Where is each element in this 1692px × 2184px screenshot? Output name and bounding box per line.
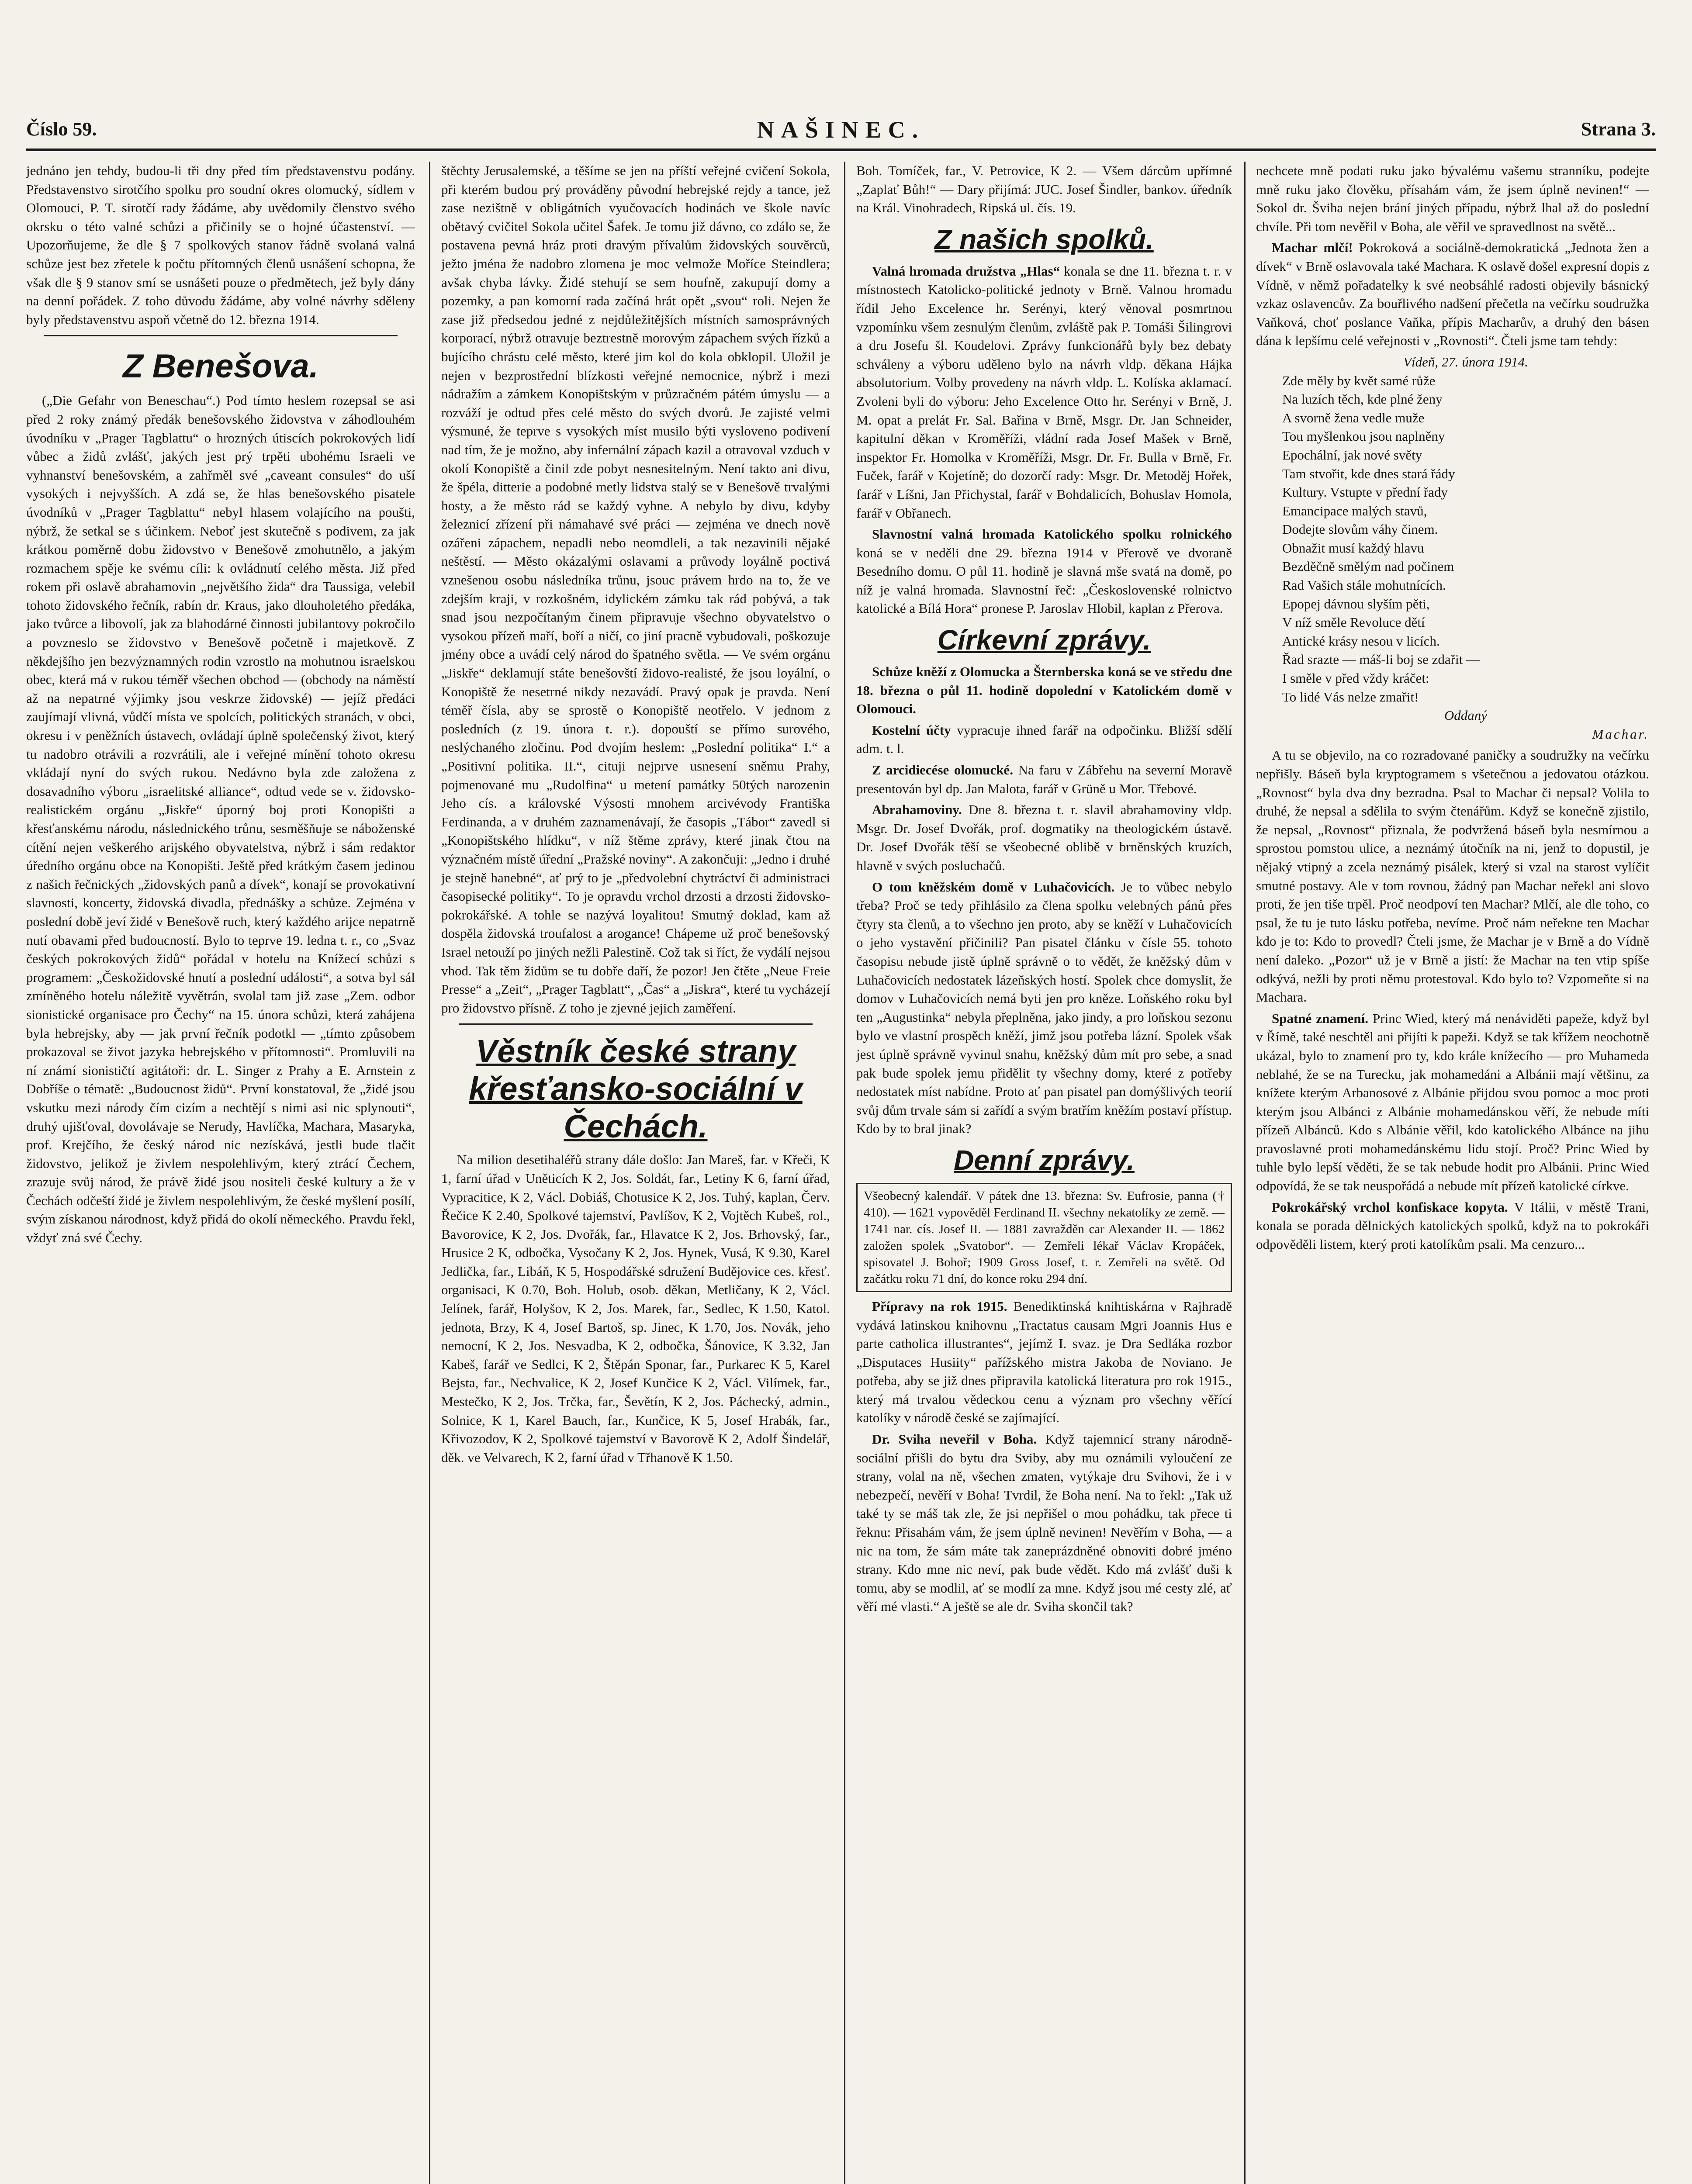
poem-line: Dodejte slovům váhy činem.: [1282, 522, 1438, 537]
issue-number: Číslo 59.: [26, 118, 97, 140]
page-number: Strana 3.: [1581, 118, 1656, 140]
news-item-text: vypracuje ihned farář na odpočinku. Bližší sdělí adm. t. l.: [856, 722, 1232, 757]
news-item-title: Pokrokářský vrchol konfiskace kopyta.: [1272, 1199, 1508, 1215]
article-text: („Die Gefahr von Beneschau“.) Pod tímto heslem rozepsal se asi před 2 roky známý předák benešovského židovstva v záhodlouhém úvodníku v „Prager Tagblattu“ o hrozných útiscích pokrokových lidí vůbec a židů zvlášť, jakých jest prý trpěti ubohému Israeli ve vyhnanství benešovském, a zahřměl své „caveant consules“ do uší vysokých i nejvyšších. A zdá se, že hlas benešovského pisatele úvodníků v „Prager Tagblattu“ nebyl hlasem volajícího na poušti, nýbrž, že setkal se s účinkem. Neboť jest skutečně s podivem, za jak krátkou poměrně dobu židovstvo v Benešově zmohutnělo, a jakým rozmachem spěje ke svému cíli: k ovládnutí celého města. Již před rokem při oslavě abrahamovin „největšího žida“ dra Taussiga, velebil tohoto židovského řečník, rabín dr. Kraus, jako dlouholetého předáka, jako tvůrce a libovolí, jak za blahodárné činnosti jubilantovy pokročilo a povzneslo se židovstvo v Benešově početně i majetkově. Z někdejšího jen bezvýznamných rodin vzrostlo na mohutnou israelskou obec, která má v rukou téměř všechen obchod — (obchody na náměstí až na nepatrné výjimky jsou veskrze židovské) — jejíž předáci zaujímají vlivná, vůdčí místa ve spolcích, politických stranách, v obci, okresu i v peněžních ústavech, ovládají úplně společenský život, který tu nadobro otrávili a rozvrátili, ale i veřejné mínění tohoto okresu vkládají nyní do svých rukou. Nedávno byla zde založena z dosavadního výboru „israelitské alliance“, odtud vede se v. židovsko-realistickém orgánu „Jiskře“ úporný boj proti Konopišti a křesťanskému národu, následnického trůnu, sesměšňuje se náboženské cítění nejen veškerého arijského obyvatelstva, nýbrž i sám redaktor úředního orgánu obce na Konopišti. Ještě před krátkým časem jedinou z našich řečnických „židovských panů a dívek“, konají se provokativní slavnosti, koncerty, židovská divadla, přednášky a schůze. Zejména v poslední době jeví židé v Benešově ruch, který každého arijce nepatrně nutí obavami před budoucností. Bylo to teprve 19. ledna t. r., co „Svaz českých pokrokových židů“ pořádal v hotelu na Knížecí schůzi s programem: „Českožidovské hnutí a poslední události“, a sotva byl sál zmíněného hotelu náležitě vyvětrán, svolal tam již zase „Zem. odbor sionistické organisace pro Čechy“ na 15. února schůzi, která zahájena byla hebrejsky, aby — jak první řečník podotkl — „tímto způsobem prokazoval se život jazyka hebrejského v přítomnosti“. Promluvili na ní známí sionističtí agitátoři: dr. L. Singer z Prahy a E. Arnstein z Dobříše o tématě: „Budoucnost židů“. První konstatoval, že „židé jsou vskutku mezi národy čím cizím a nechtějí s nimi asi nic splynouti“, druhý ujišťoval, dovolávaje se Nerudy, Havlíčka, Machara, Masaryka, prof. Krejčího, že český národ nic nezískává, jestli bude tlačit židovstvo, jelikož je živlem nespolehlivým, který ztrácí Čechem, zrazuje svůj národ, že právě židé jsou nositeli české kultury a že v Čechách odčeští židé je živlem nespolehlivým, že české myšlení posílí, svým získanou národnost, když přidá do okolí německého. Pravdu řekl, vždyť zná své Čechy.: [26, 393, 415, 1246]
poem-line: A svorně žena vedle muže: [1282, 410, 1425, 425]
newspaper-title: NAŠINEC.: [757, 117, 925, 143]
news-item-text: koná se ve středu dne 18. března o půl 11. hodině dopolední v Katolickém domě v Olomouci.: [856, 664, 1232, 717]
news-item-text: koná se v neděli dne 29. března 1914 v Přerově ve dvoraně Besedního domu. O půl 11. hodině je slavná mše svatá na domě, po níž je valná hromada. Slavnostní řeč: „Československé rolnictvo katolické a Bílá Hora“ pronese P. Jaroslav Hlobil, kaplan z Přerova.: [856, 545, 1232, 616]
news-item-text: Na faru v Zábřehu na severní Moravě presentován byl dp. Jan Malota, farář v Grüně u Mor. Třebové.: [856, 762, 1232, 796]
news-item-title: Dr. Sviha neveřil v Boha.: [872, 1431, 1037, 1447]
poem-line: Kultury. Vstupte v přední řady: [1282, 484, 1448, 500]
poem-line: V níž směle Revoluce dětí: [1282, 615, 1425, 630]
news-item-text: Je to vůbec nebylo třeba? Proč se tedy přihlásilo za člena spolku velebných pánů přes čtyry sta členů, a to všechno jen proto, aby se kněží v Luhačovicích o jeho vystavění přičinili? Pan pisatel článku v čísle 55. tohoto časopisu nebude jistě úplně správně o to vědět, že kněžský dům v Luhačovicích nedostatek lázeňských hostí. Spolek chce domyslit, že domov v Luhačovicích nemá byti jen pro kněze. Loňského roku byl ten „Augustinka“ nebyla přeplněna, jako jindy, a pro loňskou sezonu bylo ve vlastní prospěch kněží, jimž jsou potřeba lázní. Spolek však jest úplně správně vyvinul snahu, kněžský dům mít pro sebe, a snad pak bude spolek jemu přidělit ty všechny domy, které z potřeby nedostatek míst nabídne. Proto ať pan pisatel pan domýšlivých teorií svůj dům trvale sám si zařídí a svým bratřím kněžím postaví přístup. Kdo by to bral jinak?: [856, 879, 1232, 1137]
calendar-box: Všeobecný kalendář. V pátek dne 13. března: Sv. Eufrosie, panna († 410). — 1621 vypověděl Ferdinand II. všechny nekatolíky ze země. — 1741 nar. cís. Josef II. — 1881 zavražděn car Alexander II. — 1862 založen spolek „Svatobor“. — Zemřeli lékař Václav Kropáček, spisovatel J. Bohoř; 1909 Gross Josef, t. r. Zemřeli na světě. Od začátku roku 71 dní, do konce roku 294 dní.: [856, 1183, 1232, 1292]
column-rule: [1244, 162, 1246, 2184]
article-continuation: jednáno jen tehdy, budou-li tři dny před tím představenstvu podány. Představenstvo sirotčího spolku pro soudní okres olomucký, sídlem v Olomouci, P. T. sirotčí rady žádáme, aby uvědomily členstvo svého okrsku o této valné schůzi a přičinily se o hojné účastenství. — Upozorňujeme, že dle § 7 spolkových stanov řádně svolaná valná schůze jest bez zřetele k počtu přítomných členů usnášení schopna, že však dle § 9 stanov smí se usnášeti pouze o předmětech, jež byly dány na denní pořádek. Z toho důvodu žádáme, aby volné návrhy sděleny byly představenstvu aspoň včetně do 12. března 1914.: [26, 163, 415, 327]
news-item-title: Přípravy na rok 1915.: [872, 1298, 1007, 1314]
poem-line: Zde měly by květ samé růže: [1282, 373, 1436, 388]
news-item-text: Když tajemnicí strany národně-sociální přišli do bytu dra Sviby, aby mu oznámili vyloučení ze strany, volal na ně, všechen zmaten, vytýkaje dru Svihovi, že i v nebezpečí, nevěří v Boha! Tvrdil, že Boha není. Na to řekl: „Tak už také ty se máš tak zle, že jsi nepřišel o mou pohádku, tak přece ti řeknu: Přisahám vám, že jsem úplně nevinen! Nevěřím v Boha, — a nic na tom, že sám máte tak zaneprázdněné obnoviti dobré jméno strany. Kdo mne nic neví, pak bude vědět. Kdo má zvlášť duši k tomu, aby se modlil, ať se modlí za mne. Když jsou mé cesty zlé, ať věří mé vlasti.“ A ještě se ale dr. Sviha skončil tak?: [856, 1431, 1232, 1614]
divider: [459, 1023, 813, 1028]
column-1: [26, 162, 415, 2184]
article-text: Na milion desetihaléřů strany dále došlo: Jan Mareš, far. v Křeči, K 1, farní úřad v Uněticích K 2, Jos. Soldát, far., Letiny K 6, farní úřad, Vypracitice, K 2, Václ. Dobiáš, Chotusice K 2, Jos. Tuhý, kaplan, Červ. Řečice K 2.40, Spolkové tajemství, Pavlíšov, K 2, Vojtěch Kubeš, rol., Bavorovice, K 2, Jos. Dvořák, far., Hlavatce K 2, Jos. Brhovský, far., Hrusice 2 K, odbočka, Vysočany K 2, Jos. Hynek, Vusá, K 9.30, Karel Jedlička, far., Libáň, K 5, Hospodářské sdružení Budějovice ces. křesť. organisaci, K 0.70, Boh. Holub, osob. děkan, Metličany, K 2, Václ. Jelínek, farář, Holyšov, K 2, Jos. Marek, far., Sedlec, K 1.50, Katol. jednota, Brzy, K 4, Josef Bartoš, sp. Jinec, K 1.70, Jos. Novák, jeho nemocní, K 2, Jos. Nesvadba, K 2, odbočka, Šánovice, K 3.32, Jan Kabeš, farář ve Sedlci, K 2, Štěpán Sponar, far., Purkarec K 5, Karel Bejsta, far., Nechvalice, K 2, Josef Kunčice K 2, Václ. Vilímek, far., Mestečko, K 2, Jos. Trčka, far., Ševětín, K 2, Jos. Páchecký, admin., Solnice, K 1, Karel Bauch, far., Kunčice, K 5, Josef Hrabák, far., Křivozodov, K 2, Spolkové tajemství v Bavorově K 2, Adolf Šindelář, děk. ve Velvarech, K 2, farní úřad v Třhanově K 1.50.: [441, 1152, 830, 1465]
news-item: [856, 525, 1232, 618]
news-item-title: Schůze kněží z Olomucka a Šternberska: [872, 664, 1104, 680]
news-item-title: O tom kněžském domě v Luhačovicích.: [872, 879, 1115, 895]
news-item-title: Z arcidiecése olomucké.: [872, 762, 1014, 778]
news-item: [856, 801, 1232, 875]
divider: [44, 335, 398, 340]
column-2: [441, 162, 830, 2184]
news-item: [856, 878, 1232, 1138]
poem-line: Obnažit musí každý hlavu: [1282, 540, 1424, 556]
article-continuation: nechcete mně podati ruku jako bývalému vašemu stranníku, podejte mně ruku jako člověku, přísahám vám, že jsem úplně nevinen!“ — Sokol dr. Šviha nejen brání jiných případu, nýbrž lhal až do poslední chvíle. Při tom nevěřil v Boha, ale věřil ve spravedlnost na světě...: [1256, 163, 1649, 234]
news-item: [856, 721, 1232, 758]
poem-line: Emancipace malých stavů,: [1282, 503, 1427, 518]
section-heading-cirkevni: Církevní zprávy.: [937, 624, 1151, 656]
poem-line: Epopej dávnou slyším pěti,: [1282, 596, 1430, 612]
section-heading-vestnik: Věstník české strany křesťansko-sociální v Čechách.: [469, 1033, 803, 1145]
news-item-text: Princ Wied, který má nenáviděti papeže, když byl v Římě, také neschtěl ani přijíti k papeži. Když se tak křížem neochotně ukázal, bylo to znamení pro ty, kdo krále knížecího — pro Muhameda neblahé, že se na Turecku, jak mohamedáni a Albánii mají většinu, za knížete kterým Arbanosové z Albánie přijdou svou pomoc a moc proti kterým jsou Albánci z Albánie mohamedánskou věří, že nebude míti přízeň Albánců. Kdo s Albánie věřil, kdo katolického Albánce na jihu pravoslavné proti mohamedánskému lidu stojí. Proč? Princ Wied by tuhle bylo lepší věděti, že se tak nebude hodit pro Albánii. Princ Wied odpovídá, že se tak neuspořádá a nebude mít přízeň katolické církve.: [1256, 1010, 1649, 1194]
column-3: [856, 162, 1232, 2184]
news-item-title: Abrahamoviny.: [872, 802, 962, 818]
news-item-text: V Itálii, v městě Trani, konala se porada dělnických katolických spolků, když na to pokrokáři odpověděli listem, který proti katolíkům psali. Ma cenzuro...: [1256, 1199, 1649, 1252]
column-rule: [429, 162, 430, 2184]
section-heading-benesov: Z Benešova.: [123, 348, 318, 385]
poem-signature: Oddaný: [1444, 708, 1488, 723]
poem-line: Tou myšlenkou jsou naplněny: [1282, 429, 1445, 444]
news-item: [856, 761, 1232, 798]
news-item-title: Kostelní účty: [872, 722, 951, 738]
poem-line: Epochální, jak nové světy: [1282, 447, 1422, 463]
section-heading-denni: Denní zprávy.: [954, 1144, 1135, 1176]
news-item: [856, 262, 1232, 522]
poem-line: Řad srazte — máš-li boj se zdařit —: [1282, 652, 1480, 667]
masthead: [26, 118, 1656, 151]
news-item-title: Machar mlčí!: [1272, 240, 1353, 256]
poem: [1256, 353, 1649, 725]
news-item: [1256, 1009, 1649, 1196]
news-item-text: Pokroková a sociálně-demokratická „Jednota žen a dívek“ v Brně oslavovala také Machara. K oslavě došel expresní dopis z Vídně, v němž pořadatelky k své neobsáhlé radosti objevily básnický vzkaz oslavencův. Za bouřlivého nadšení přečetla na večírku soudružka Vaňková, choť poslance Vaňka, přípis Macharův, a druhý den básen dána k lepšímu celé veřejnosti v „Rovnosti“. Čteli jsme tam tehdy:: [1256, 240, 1649, 349]
article-text: A tu se objevilo, na co rozradované paničky a soudružky na večírku nepřišly. Báseň byla kryptogramem s všetečnou a jedovatou otázkou. „Rovnost“ byla dva dny bezradna. Psal to Machar či nepsal? Volila to druhé, že nepsal a sdělila to svým čtenářům. Když se konečně zjistilo, že nepsal, „Rovnost“ přiznala, že podvržená báseň byla nesmírnou a sprostou pomstou ulice, a neznámý útočník na ni, jenž to dopustil, je nějaký vtipný a zcela neznámý pisálek, který si vzal na starost vylíčit smutné postavy. Ale v tom rovnou, žádný pan Machar neřekl ani slovo proti, že jen tiše trpěl. Proč neodpoví ten Machar? Mlčí, ale dle toho, co psal, že tu je tuto lásku potřeba, nevíme. Proč nám neřekne ten Machar kdo je to: Kdo to provedl? Čteli jsme, že Machar je v Brně a do Vídně není daleko. „Pozor“ už je v Brně a jistí: že Machar na ten vtip spíše odkývá, nežli by proti němu protestoval. Kdo bylo to? Vzpomeňte si na Machara.: [1256, 747, 1649, 1005]
article-continuation: Boh. Tomíček, far., V. Petrovice, K 2. — Všem dárcům upřímné „Zaplať Bůh!“ — Dary přijímá: JUC. Josef Šindler, bankov. úředník na Král. Vinohradech, Ripská ul. čís. 19.: [856, 163, 1232, 216]
poem-line: To lidé Vás nelze zmařit!: [1282, 689, 1419, 705]
poem-line: I směle v před vždy kráčet:: [1282, 670, 1429, 686]
poem-line: Na luzích těch, kde plné ženy: [1282, 391, 1443, 407]
column-rule: [844, 162, 845, 2184]
poem-author: Machar.: [1592, 726, 1649, 742]
news-item-title: Slavnostní valná hromada Katolického spolku rolnického: [872, 526, 1232, 542]
news-item: [1256, 238, 1649, 350]
poem-line: Antické krásy nesou v licích.: [1282, 633, 1440, 649]
poem-line: Tam stvořit, kde dnes stará řády: [1282, 466, 1455, 481]
news-item-title: Valná hromada družstva „Hlas“: [872, 263, 1060, 279]
news-item: [1256, 1198, 1649, 1254]
news-item-title: Spatné znamení.: [1272, 1010, 1369, 1026]
news-item-text: Dne 8. března t. r. slavil abrahamoviny vldp. Msgr. Dr. Josef Dvořák, prof. dogmatiky na theologickém ústavě. Dr. Josef Dvořák těší se všeobecné oblibě v brněnských kruzích, hlavně v svých posluchačů.: [856, 802, 1232, 873]
poem-line: Rad Vašich stále mohutnících.: [1282, 577, 1446, 593]
news-item: [856, 663, 1232, 719]
news-item: [856, 1430, 1232, 1616]
news-item-text: konala se dne 11. března t. r. v místnostech Katolicko-politické jednoty v Brně. Valnou hromadu řídil Jeho Excelence hr. Serényi, který věnoval posmrtnou vzpomínku všem zesnulým členům, zvláště pak P. Tomáši Šilingrovi a dru Josefu šl. Koudelovi. Zprávy funkcionářů byly bez debaty schváleny a výboru uděleno bylo na návrh vldp. děkana Hájka absolutorium. Volby provedeny na návrh vldp. L. Kolíska aklamací. Zvoleni byli do výboru: Jeho Excelence Otto hr. Serényi v Brně, J. M. opat a prelát Fr. Sal. Bařina v Brně, Msgr. Dr. Jan Schneider, kapitulní děkan v Kroměříži, vládní rada Josef Mašek v Brně, inspektor Fr. Homolka v Kroměříži, Msgr. Dr. Fr. Bulla v Brně, Fr. Fuček, farář v Kojetíně; do dozorčí rady: Msgr. Dr. Metoděj Hořek, farář v Líšni, Jan Přichystal, farář v Bohdalicích, Bohuslav Homola, farář v Obřanech.: [856, 263, 1232, 521]
article-continuation: štěchty Jerusalemské, a těšíme se jen na příští veřejné cvičení Sokola, při kterém budou prý prováděny původní hebrejské rejdy a tance, jež zase nezištně v obligátních vyučovacích hodinách ve škole navíc obětavý cvičitel Sokola učitel Šafek. Je tomu již dávno, co zdálo se, že postavena pevná hráz proti dravým přívalům židovských souvěrců, ježto jména že nadobro zlomena je moc velmože Moříce Steindlera; avšak chyba lávky. Židé stehují se sem houfně, zakupují domy a pozemky, a pan komorní rada začíná hrát opět „svou“ roli. Nejen že zase již předsedou jedné z nejdůležitějších místních samosprávných korporací, nýbrž otravuje beztrestně morovým zápachem svých řízků a bujícího chrástu celé město, které jim kol do kola obklopil. Uložil je nejen v bezprostřední blízkosti veřejné nemocnice, nýbrž i mezi nádražím a zámkem Konopištským v průzračném pátém úmyslu — a rozváží je odtud přes celé město do svých dvorů. Je zajisté velmi výsmuné, že teprve s vysokých míst musilo býti vysloveno podivení nad tím, že je možno, aby infernální zápach kazil a otravoval vzduch v okolí Konopiště a činil zde pobyt nesnesitelným. Není takto ani divu, že špéla, ditterie a podobné metly lidstva stalý se v Benešově trvalými hosty, a že město rád se každý vyhne. A nebylo by divu, kdyby železnicí zřízení při námahavé své práci — zejména ve dnech nově ozářeni zápachem, nepadli nebo neomdleli, a tak nezavinili nějaké neštěstí. — Město okázalými oslavami a průvody loyálně poctivá vznešenou osobu následníka trůnu, jsouc právem hrdo na to, že ve zdejším kraji, v rozkošném, idylickém zámku tak rád pobývá, a tak snad jsou nezpočítaným činem připravuje všechno obyvatelstvo o vysokou přízeň maří, boří a ničí, co jiní pracně vybudovali, poškozuje jmény obce a uvádí celý národ do špatného světla. — Ve svém orgánu „Jiskře“ deklamují státe benešovští židovo-realisté, že jsou loyální, o Konopiště že nesetrné nikdy nezavádí. Pravý opak je pravda. Není téměř čísla, aby se sprostě o Konopiště neotřelo. V jednom z posledních (z 19. února t. r.). dopouští se přímo surového, neslýchaného zločinu. Pod dvojím heslem: „Poslední politika“ I.“ a „Positivní politika. II.“, cituji nejprve usnesení sněmu Prahy, pojmenované mu „Rudolfina“ u metení památky 50tých narozenin Jeho cís. a královské Výsosti mnohem arcivévody Františka Ferdinanda, a v druhém zaznamenávají, že časopis „Tábor“ zavedl si „Konopištského hlídku“, v níž štěme zprávy, které jinak čtou na význačném místě úřední „Pražské noviny“. A zakončuji: „Jedno i druhé je stejně hanebné“, ať prý to je „předvolební chytráctví či administraci časopisecké politiky“. To je opravdu vrchol drzosti a drzosti židovsko-pokrokářské. A tohle se nazývá loyalitou! Smutný doklad, kam až dospěla židovská troufalost a arogance! Chápeme už proč benešovský Israel netouží po jiných nežli Palestině. Což tak si říct, že vydálí nejsou vhod. Tak těm židům se tu dobře daří, že pozor! Jen čtěte „Neue Freie Presse“ a „Zeit“, „Prager Tagblatt“, „Čas“ a „Jiskra“, které tu vycházejí pro židovstvo přísně. Z toho je zjevné jejich zaměření.: [441, 163, 830, 1016]
news-item-text: Benediktinská knihtiskárna v Rajhradě vydává latinskou knihovnu „Tractatus causam Mgri Joannis Hus e parte catholica illustrantes“, jejímž I. svaz. je Dra Sedláka rozbor „Disputaces Husiity“ pařížského mistra Jakoba de Noviano. Je potřeba, aby se již dnes připravila katolická literatura pro rok 1915., který má trvalou vědeckou cenu a význam pro všechny věřící katolíky v národě české se zajímající.: [856, 1298, 1232, 1426]
poem-line: Bezděčně smělým nad počinem: [1282, 559, 1454, 574]
section-heading-spolky: Z našich spolků.: [934, 223, 1154, 255]
poem-title: Vídeň, 27. února 1914.: [1403, 354, 1528, 370]
news-item: [856, 1297, 1232, 1427]
column-4: [1256, 162, 1649, 2184]
